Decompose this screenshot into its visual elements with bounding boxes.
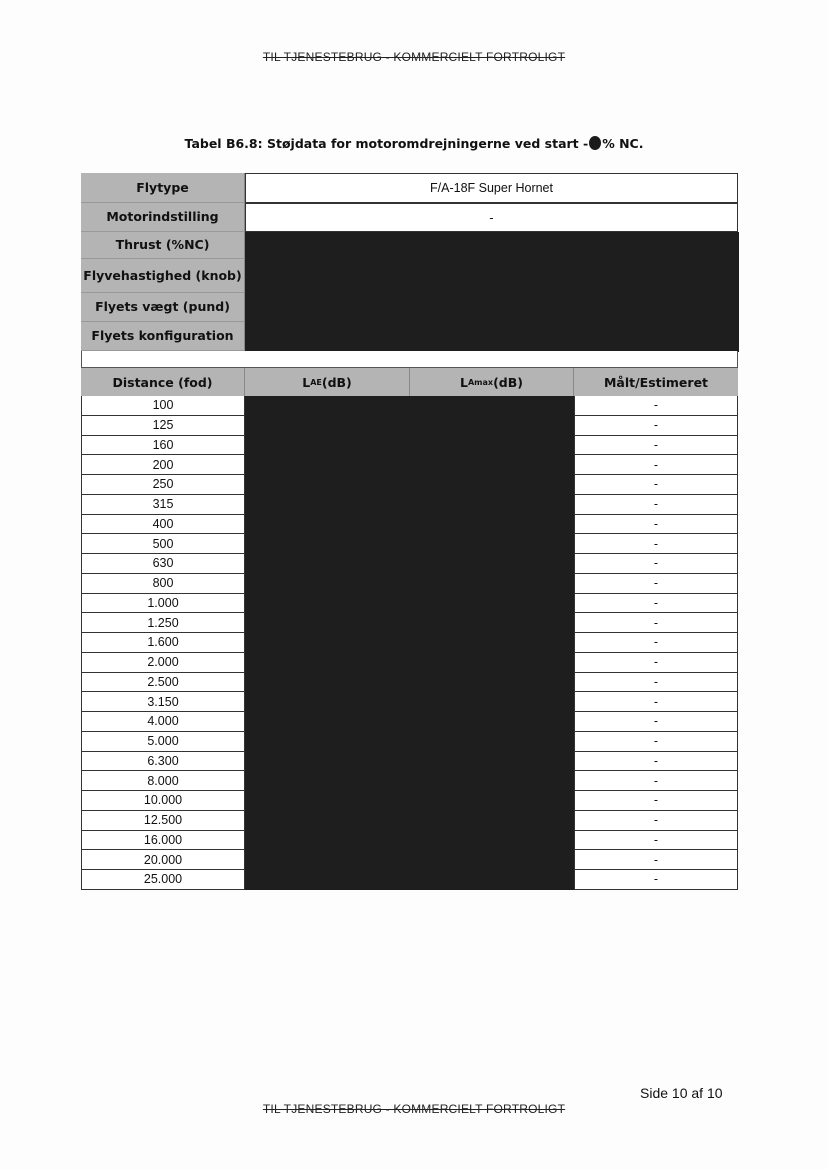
distance-cell: 100: [81, 396, 245, 416]
status-cell: -: [574, 732, 738, 752]
distance-cell: 5.000: [81, 732, 245, 752]
info-value: -: [245, 203, 738, 232]
status-cell: -: [574, 653, 738, 673]
status-cell: -: [574, 692, 738, 712]
page-number: Side 10 af 10: [640, 1085, 723, 1101]
distance-cell: 400: [81, 515, 245, 535]
distance-cell: 12.500: [81, 811, 245, 831]
status-cell: -: [574, 475, 738, 495]
status-cell: -: [574, 752, 738, 772]
distance-cell: 6.300: [81, 752, 245, 772]
status-cell: -: [574, 831, 738, 851]
status-cell: -: [574, 396, 738, 416]
info-label: Flyets vægt (pund): [81, 293, 245, 322]
status-cell: -: [574, 673, 738, 693]
header-lae-sub: AE: [310, 377, 322, 387]
info-label: Thrust (%NC): [81, 232, 245, 259]
distance-cell: 3.150: [81, 692, 245, 712]
status-cell: -: [574, 791, 738, 811]
redacted-noise-values: [245, 396, 574, 890]
distance-cell: 4.000: [81, 712, 245, 732]
info-value: F/A-18F Super Hornet: [245, 173, 738, 203]
classification-text: TIL TJENESTEBRUG - KOMMERCIELT FORTROLIGT: [262, 50, 566, 64]
status-cell: -: [574, 594, 738, 614]
table-title-prefix: Tabel B6.8: Støjdata for motoromdrejningerne ved start -: [184, 136, 589, 151]
info-label: Motorindstilling: [81, 203, 245, 232]
distance-cell: 8.000: [81, 771, 245, 791]
classification-text: TIL TJENESTEBRUG - KOMMERCIELT FORTROLIGT: [262, 1102, 566, 1116]
distance-cell: 160: [81, 436, 245, 456]
distance-cell: 630: [81, 554, 245, 574]
status-cell: -: [574, 416, 738, 436]
classification-header: [0, 50, 828, 64]
status-cell: -: [574, 633, 738, 653]
status-cell: -: [574, 771, 738, 791]
info-label: Flyets konfiguration: [81, 322, 245, 351]
status-cell: -: [574, 574, 738, 594]
distance-cell: 125: [81, 416, 245, 436]
status-cell: -: [574, 534, 738, 554]
status-cell: -: [574, 554, 738, 574]
header-lamax-unit: (dB): [493, 374, 523, 390]
distance-cell: 10.000: [81, 791, 245, 811]
info-row: [81, 173, 738, 203]
status-cell: -: [574, 495, 738, 515]
info-label: Flytype: [81, 173, 245, 203]
status-cell: -: [574, 870, 738, 890]
status-cell: -: [574, 811, 738, 831]
status-cell: -: [574, 850, 738, 870]
distance-cell: 2.000: [81, 653, 245, 673]
header-lamax-sub: Amax: [467, 377, 494, 387]
header-status: Målt/Estimeret: [574, 368, 738, 396]
distance-cell: 800: [81, 574, 245, 594]
distance-cell: 2.500: [81, 673, 245, 693]
header-distance: Distance (fod): [81, 368, 245, 396]
table-title-suffix: % NC.: [602, 136, 644, 151]
status-cell: -: [574, 455, 738, 475]
table-title: [0, 136, 828, 151]
distance-cell: 20.000: [81, 850, 245, 870]
header-lae-main: L: [302, 374, 311, 390]
status-cell: -: [574, 436, 738, 456]
redaction-mark: [589, 136, 601, 150]
header-lae: [245, 368, 410, 396]
distance-cell: 16.000: [81, 831, 245, 851]
distance-cell: 1.000: [81, 594, 245, 614]
distance-cell: 1.600: [81, 633, 245, 653]
distance-cell: 200: [81, 455, 245, 475]
info-label: Flyvehastighed (knob): [81, 259, 245, 293]
distance-cell: 25.000: [81, 870, 245, 890]
header-lae-unit: (dB): [321, 374, 352, 390]
distance-cell: 500: [81, 534, 245, 554]
classification-footer: [0, 1102, 828, 1116]
distance-cell: 1.250: [81, 613, 245, 633]
header-lamax-main: L: [460, 374, 468, 390]
status-cell: -: [574, 712, 738, 732]
table-header: [81, 368, 738, 396]
status-cell: -: [574, 515, 738, 535]
distance-cell: 250: [81, 475, 245, 495]
distance-cell: 315: [81, 495, 245, 515]
info-row: [81, 203, 738, 232]
header-lamax: [410, 368, 574, 396]
spacer-row: [81, 351, 738, 368]
status-cell: -: [574, 613, 738, 633]
redacted-info-values: [245, 232, 739, 352]
